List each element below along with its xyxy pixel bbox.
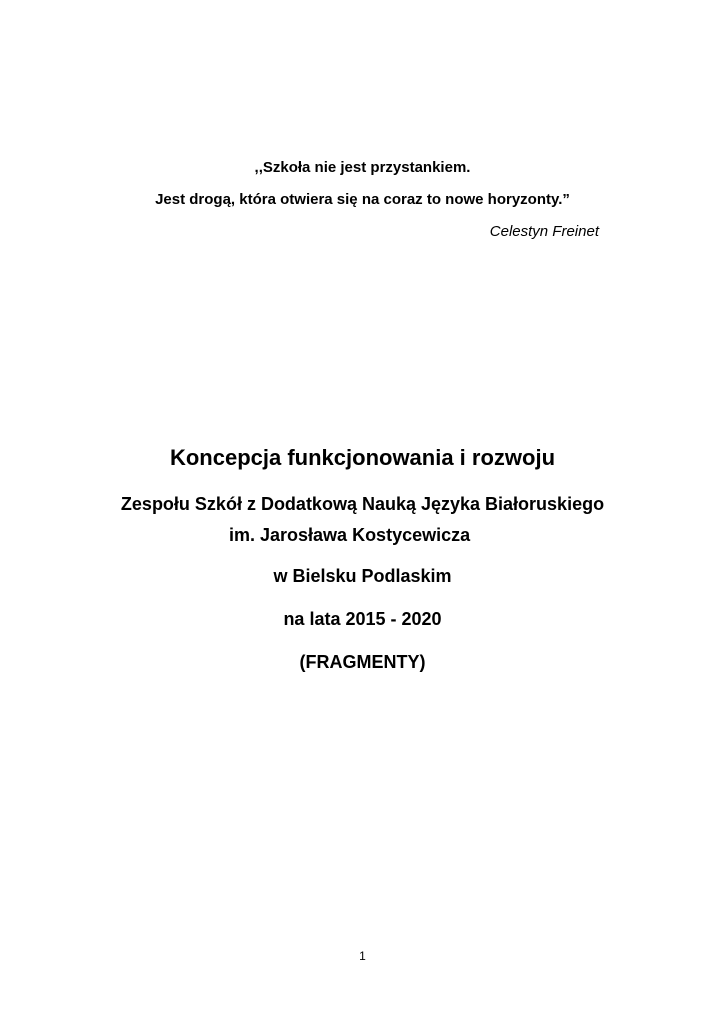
quote-line-2: Jest drogą, która otwiera się na coraz to nowe horyzonty.”	[155, 191, 570, 208]
school-name-line-1: Zespołu Szkół z Dodatkową Nauką Języka Białoruskiego	[120, 494, 605, 514]
school-name-line-2: im. Jarosława Kostycewicza	[229, 525, 471, 545]
document-title: Koncepcja funkcjonowania i rozwoju	[169, 445, 556, 470]
quote-line-1: ,,Szkoła nie jest przystankiem.	[254, 159, 471, 176]
page-number: 1	[359, 949, 366, 963]
plan-period: na lata 2015 - 2020	[283, 609, 442, 629]
fragments-note: (FRAGMENTY)	[299, 652, 426, 672]
school-location: w Bielsku Podlaskim	[273, 566, 452, 586]
quote-author: Celestyn Freinet	[489, 223, 599, 240]
